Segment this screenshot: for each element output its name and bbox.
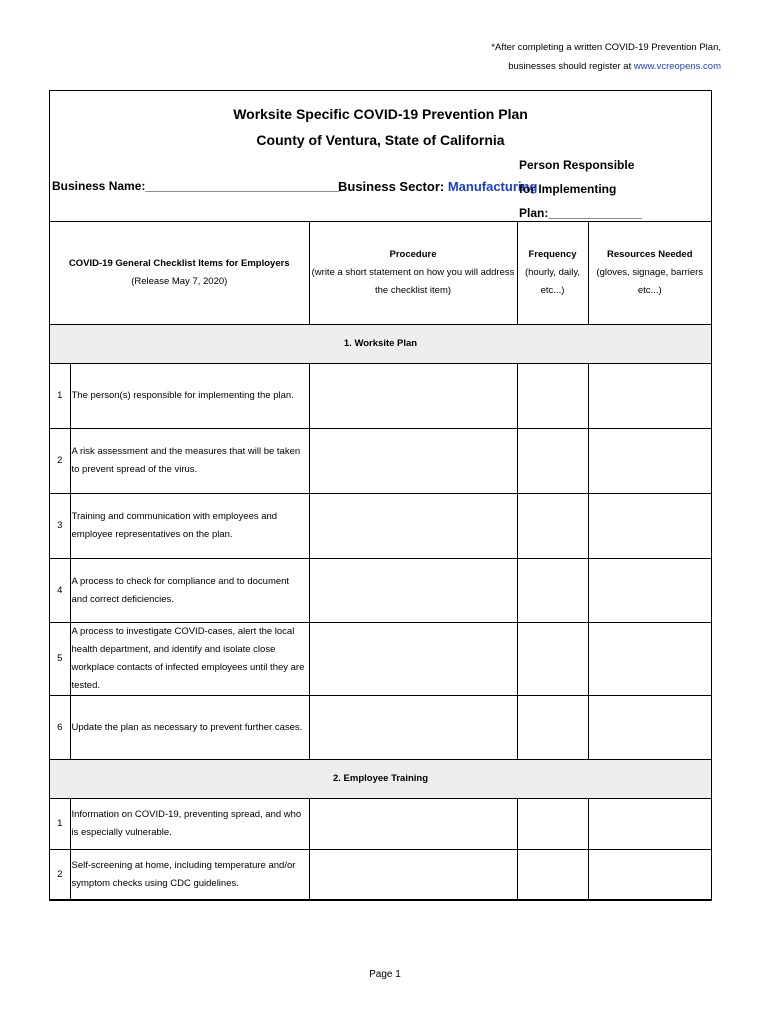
procedure-cell[interactable] <box>309 429 517 494</box>
checklist-release: (Release May 7, 2020) <box>131 276 228 287</box>
form-title <box>50 101 711 153</box>
section-title: 1. Worksite Plan <box>50 325 711 364</box>
checklist-row <box>50 623 711 696</box>
person-responsible-field[interactable] <box>519 153 711 225</box>
resources-cell[interactable] <box>588 364 711 429</box>
checklist-row <box>50 494 711 559</box>
checklist-row <box>50 696 711 760</box>
resources-cell[interactable] <box>588 623 711 696</box>
checklist-item-text: Self-screening at home, including temperature and/or symptom checks using CDC guidelines. <box>70 850 309 900</box>
title-line-1: Worksite Specific COVID-19 Prevention Plan <box>233 106 528 122</box>
frequency-cell[interactable] <box>517 364 588 429</box>
resources-title: Resources Needed <box>606 249 693 260</box>
checklist-item-text: A risk assessment and the measures that will be taken to prevent spread of the virus. <box>70 429 309 494</box>
checklist-table <box>50 222 711 900</box>
frequency-cell[interactable] <box>517 799 588 850</box>
procedure-cell[interactable] <box>309 799 517 850</box>
registration-link[interactable]: www.vcreopens.com <box>633 61 721 72</box>
item-number: 4 <box>50 559 70 623</box>
frequency-cell[interactable] <box>517 494 588 559</box>
procedure-desc: (write a short statement on how you will address the checklist item) <box>311 267 515 296</box>
checklist-item-text: A process to investigate COVID-cases, alert the local health department, and identify and isolate close workplace contacts of infected employees until they are tested. <box>70 623 309 696</box>
business-name-field[interactable]: Business Name:_____________________________ <box>52 179 339 193</box>
resources-cell[interactable] <box>588 850 711 900</box>
item-number: 2 <box>50 850 70 900</box>
resources-cell[interactable] <box>588 494 711 559</box>
checklist-column-header <box>50 222 309 325</box>
procedure-cell[interactable] <box>309 623 517 696</box>
checklist-row <box>50 559 711 623</box>
item-number: 1 <box>50 364 70 429</box>
item-number: 6 <box>50 696 70 760</box>
item-number: 2 <box>50 429 70 494</box>
frequency-cell[interactable] <box>517 696 588 760</box>
checklist-column-title: COVID-19 General Checklist Items for Employers <box>68 258 290 269</box>
section-title: 2. Employee Training <box>50 760 711 799</box>
checklist-item-text: The person(s) responsible for implementing the plan. <box>70 364 309 429</box>
column-header-row <box>50 222 711 325</box>
checklist-item-text: A process to check for compliance and to document and correct deficiencies. <box>70 559 309 623</box>
procedure-cell[interactable] <box>309 559 517 623</box>
registration-note <box>421 38 721 76</box>
item-number: 1 <box>50 799 70 850</box>
resources-cell[interactable] <box>588 696 711 760</box>
note-line-1: *After completing a written COVID-19 Prevention Plan, <box>491 42 721 53</box>
frequency-title: Frequency <box>528 249 577 260</box>
resources-desc: (gloves, signage, barriers etc...) <box>596 267 704 296</box>
frequency-cell[interactable] <box>517 623 588 696</box>
prevention-plan-form <box>49 90 712 901</box>
procedure-cell[interactable] <box>309 364 517 429</box>
procedure-cell[interactable] <box>309 494 517 559</box>
resources-cell[interactable] <box>588 429 711 494</box>
note-line-2 <box>421 57 721 76</box>
frequency-desc: (hourly, daily, etc...) <box>524 267 581 296</box>
frequency-cell[interactable] <box>517 559 588 623</box>
checklist-item-text: Training and communication with employees and employee representatives on the plan. <box>70 494 309 559</box>
person-line-1: Person Responsible <box>519 158 635 172</box>
resources-column-header <box>588 222 711 325</box>
procedure-column-header <box>309 222 517 325</box>
checklist-row <box>50 429 711 494</box>
page-number: Page 1 <box>369 969 401 980</box>
item-number: 3 <box>50 494 70 559</box>
business-sector-value[interactable]: Manufacturing <box>447 179 538 194</box>
form-header <box>50 91 711 222</box>
section-header-row <box>50 760 711 799</box>
frequency-cell[interactable] <box>517 429 588 494</box>
business-sector-label: Business Sector: <box>338 179 445 194</box>
item-number: 5 <box>50 623 70 696</box>
resources-cell[interactable] <box>588 559 711 623</box>
procedure-cell[interactable] <box>309 850 517 900</box>
frequency-column-header <box>517 222 588 325</box>
procedure-cell[interactable] <box>309 696 517 760</box>
section-header-row <box>50 325 711 364</box>
checklist-row <box>50 850 711 900</box>
business-sector <box>338 179 537 194</box>
checklist-row <box>50 364 711 429</box>
checklist-item-text: Information on COVID-19, preventing spread, and who is especially vulnerable. <box>70 799 309 850</box>
person-line-2: for Implementing Plan:______________ <box>519 182 642 220</box>
checklist-row <box>50 799 711 850</box>
checklist-item-text: Update the plan as necessary to prevent further cases. <box>70 696 309 760</box>
title-line-2: County of Ventura, State of California <box>256 132 505 148</box>
resources-cell[interactable] <box>588 799 711 850</box>
note-line-2-prefix: businesses should register at <box>508 61 634 72</box>
procedure-title: Procedure <box>389 249 437 260</box>
frequency-cell[interactable] <box>517 850 588 900</box>
